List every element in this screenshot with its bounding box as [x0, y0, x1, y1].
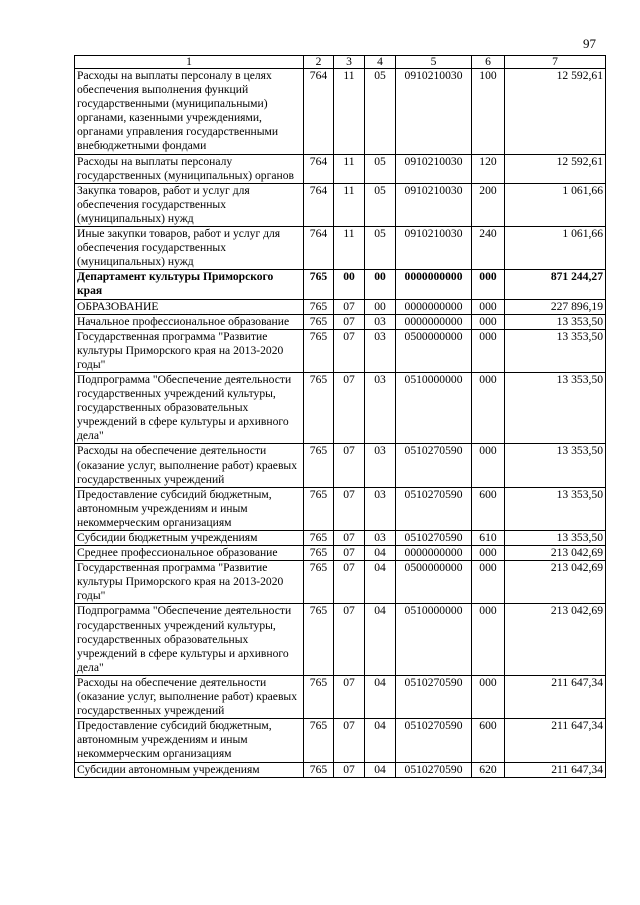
subsection-code: 00	[365, 299, 396, 314]
subsection-code: 00	[365, 270, 396, 299]
section-code: 07	[334, 299, 365, 314]
table-row	[75, 762, 606, 777]
column-header: 2	[304, 56, 334, 69]
subsection-code: 03	[365, 314, 396, 329]
expense-type-code: 200	[472, 183, 505, 226]
ministry-code: 765	[304, 372, 334, 443]
section-code: 07	[334, 444, 365, 487]
column-header: 3	[334, 56, 365, 69]
table-row	[75, 270, 606, 299]
budget-table	[74, 55, 606, 778]
table-row	[75, 227, 606, 270]
subsection-code: 04	[365, 719, 396, 762]
ministry-code: 764	[304, 69, 334, 155]
row-description: Государственная программа "Развитие культуры Приморского края на 2013-2020 годы"	[75, 561, 304, 604]
amount: 12 592,61	[505, 154, 606, 183]
row-description: Субсидии бюджетным учреждениям	[75, 531, 304, 546]
column-header: 6	[472, 56, 505, 69]
target-article-code: 0510000000	[396, 604, 472, 675]
target-article-code: 0510270590	[396, 531, 472, 546]
target-article-code: 0910210030	[396, 227, 472, 270]
target-article-code: 0910210030	[396, 154, 472, 183]
section-code: 11	[334, 154, 365, 183]
target-article-code: 0910210030	[396, 69, 472, 155]
target-article-code: 0510270590	[396, 487, 472, 530]
table-row	[75, 154, 606, 183]
amount: 13 353,50	[505, 487, 606, 530]
expense-type-code: 620	[472, 762, 505, 777]
expense-type-code: 600	[472, 719, 505, 762]
amount: 213 042,69	[505, 561, 606, 604]
row-description: Субсидии автономным учреждениям	[75, 762, 304, 777]
column-header: 1	[75, 56, 304, 69]
amount: 13 353,50	[505, 314, 606, 329]
subsection-code: 05	[365, 183, 396, 226]
table-row	[75, 531, 606, 546]
subsection-code: 03	[365, 329, 396, 372]
table-row	[75, 69, 606, 155]
ministry-code: 765	[304, 546, 334, 561]
amount: 211 647,34	[505, 762, 606, 777]
expense-type-code: 000	[472, 329, 505, 372]
ministry-code: 765	[304, 719, 334, 762]
subsection-code: 03	[365, 372, 396, 443]
header-row	[75, 56, 606, 69]
row-description: Расходы на обеспечение деятельности (оказание услуг, выполнение работ) краевых государственных учреждений	[75, 675, 304, 718]
subsection-code: 04	[365, 675, 396, 718]
amount: 13 353,50	[505, 444, 606, 487]
row-description: Расходы на выплаты персоналу государственных (муниципальных) органов	[75, 154, 304, 183]
target-article-code: 0510270590	[396, 675, 472, 718]
section-code: 11	[334, 183, 365, 226]
amount: 211 647,34	[505, 675, 606, 718]
section-code: 07	[334, 762, 365, 777]
ministry-code: 765	[304, 314, 334, 329]
section-code: 07	[334, 675, 365, 718]
row-description: Закупка товаров, работ и услуг для обеспечения государственных (муниципальных) нужд	[75, 183, 304, 226]
table-row	[75, 329, 606, 372]
table-row	[75, 183, 606, 226]
subsection-code: 03	[365, 444, 396, 487]
expense-type-code: 120	[472, 154, 505, 183]
section-code: 11	[334, 69, 365, 155]
row-description: Подпрограмма "Обеспечение деятельности государственных учреждений культуры, государственных образовательных учреждений в сфере культуры и архивного дела"	[75, 604, 304, 675]
ministry-code: 764	[304, 183, 334, 226]
table-body	[75, 69, 606, 778]
table-row	[75, 546, 606, 561]
target-article-code: 0910210030	[396, 183, 472, 226]
ministry-code: 765	[304, 531, 334, 546]
row-description: Начальное профессиональное образование	[75, 314, 304, 329]
table-row	[75, 719, 606, 762]
ministry-code: 765	[304, 762, 334, 777]
amount: 213 042,69	[505, 604, 606, 675]
table-row	[75, 675, 606, 718]
expense-type-code: 000	[472, 270, 505, 299]
expense-type-code: 000	[472, 372, 505, 443]
section-code: 07	[334, 487, 365, 530]
table-row	[75, 444, 606, 487]
section-code: 07	[334, 561, 365, 604]
amount: 12 592,61	[505, 69, 606, 155]
amount: 1 061,66	[505, 227, 606, 270]
row-description: Государственная программа "Развитие культуры Приморского края на 2013-2020 годы"	[75, 329, 304, 372]
target-article-code: 0000000000	[396, 299, 472, 314]
table-row	[75, 314, 606, 329]
ministry-code: 765	[304, 270, 334, 299]
amount: 227 896,19	[505, 299, 606, 314]
row-description: Расходы на обеспечение деятельности (оказание услуг, выполнение работ) краевых государственных учреждений	[75, 444, 304, 487]
ministry-code: 765	[304, 444, 334, 487]
expense-type-code: 000	[472, 675, 505, 718]
amount: 13 353,50	[505, 531, 606, 546]
section-code: 07	[334, 531, 365, 546]
section-code: 11	[334, 227, 365, 270]
section-code: 07	[334, 546, 365, 561]
ministry-code: 765	[304, 675, 334, 718]
subsection-code: 04	[365, 546, 396, 561]
section-code: 07	[334, 719, 365, 762]
ministry-code: 764	[304, 154, 334, 183]
subsection-code: 05	[365, 69, 396, 155]
expense-type-code: 100	[472, 69, 505, 155]
table-row	[75, 372, 606, 443]
ministry-code: 765	[304, 561, 334, 604]
table-row	[75, 487, 606, 530]
expense-type-code: 000	[472, 444, 505, 487]
column-header: 7	[505, 56, 606, 69]
row-description: Предоставление субсидий бюджетным, автономным учреждениям и иным некоммерческим организациям	[75, 719, 304, 762]
subsection-code: 05	[365, 154, 396, 183]
row-description: ОБРАЗОВАНИЕ	[75, 299, 304, 314]
row-description: Подпрограмма "Обеспечение деятельности государственных учреждений культуры, государственных образовательных учреждений в сфере культуры и архивного дела"	[75, 372, 304, 443]
target-article-code: 0500000000	[396, 561, 472, 604]
amount: 1 061,66	[505, 183, 606, 226]
expense-type-code: 000	[472, 604, 505, 675]
target-article-code: 0510270590	[396, 719, 472, 762]
section-code: 07	[334, 604, 365, 675]
ministry-code: 764	[304, 227, 334, 270]
ministry-code: 765	[304, 487, 334, 530]
expense-type-code: 610	[472, 531, 505, 546]
amount: 871 244,27	[505, 270, 606, 299]
section-code: 07	[334, 314, 365, 329]
target-article-code: 0000000000	[396, 546, 472, 561]
amount: 213 042,69	[505, 546, 606, 561]
table-row	[75, 604, 606, 675]
row-description: Иные закупки товаров, работ и услуг для обеспечения государственных (муниципальных) нужд	[75, 227, 304, 270]
row-description: Предоставление субсидий бюджетным, автономным учреждениям и иным некоммерческим организациям	[75, 487, 304, 530]
expense-type-code: 000	[472, 299, 505, 314]
amount: 211 647,34	[505, 719, 606, 762]
row-description: Среднее профессиональное образование	[75, 546, 304, 561]
row-description: Расходы на выплаты персоналу в целях обеспечения выполнения функций государственными (муниципальными) органами, казенными учреждениями, органами управления государственными внебюджетными фондами	[75, 69, 304, 155]
target-article-code: 0510000000	[396, 372, 472, 443]
ministry-code: 765	[304, 604, 334, 675]
column-header: 5	[396, 56, 472, 69]
section-code: 00	[334, 270, 365, 299]
expense-type-code: 000	[472, 546, 505, 561]
amount: 13 353,50	[505, 372, 606, 443]
row-description: Департамент культуры Приморского края	[75, 270, 304, 299]
expense-type-code: 600	[472, 487, 505, 530]
column-header: 4	[365, 56, 396, 69]
amount: 13 353,50	[505, 329, 606, 372]
subsection-code: 03	[365, 487, 396, 530]
expense-type-code: 000	[472, 561, 505, 604]
table-row	[75, 299, 606, 314]
page-number: 97	[583, 36, 596, 51]
expense-type-code: 240	[472, 227, 505, 270]
subsection-code: 04	[365, 762, 396, 777]
table-row	[75, 561, 606, 604]
target-article-code: 0510270590	[396, 444, 472, 487]
expense-type-code: 000	[472, 314, 505, 329]
ministry-code: 765	[304, 299, 334, 314]
section-code: 07	[334, 372, 365, 443]
section-code: 07	[334, 329, 365, 372]
target-article-code: 0500000000	[396, 329, 472, 372]
subsection-code: 03	[365, 531, 396, 546]
target-article-code: 0000000000	[396, 270, 472, 299]
target-article-code: 0000000000	[396, 314, 472, 329]
subsection-code: 04	[365, 604, 396, 675]
target-article-code: 0510270590	[396, 762, 472, 777]
subsection-code: 04	[365, 561, 396, 604]
ministry-code: 765	[304, 329, 334, 372]
subsection-code: 05	[365, 227, 396, 270]
